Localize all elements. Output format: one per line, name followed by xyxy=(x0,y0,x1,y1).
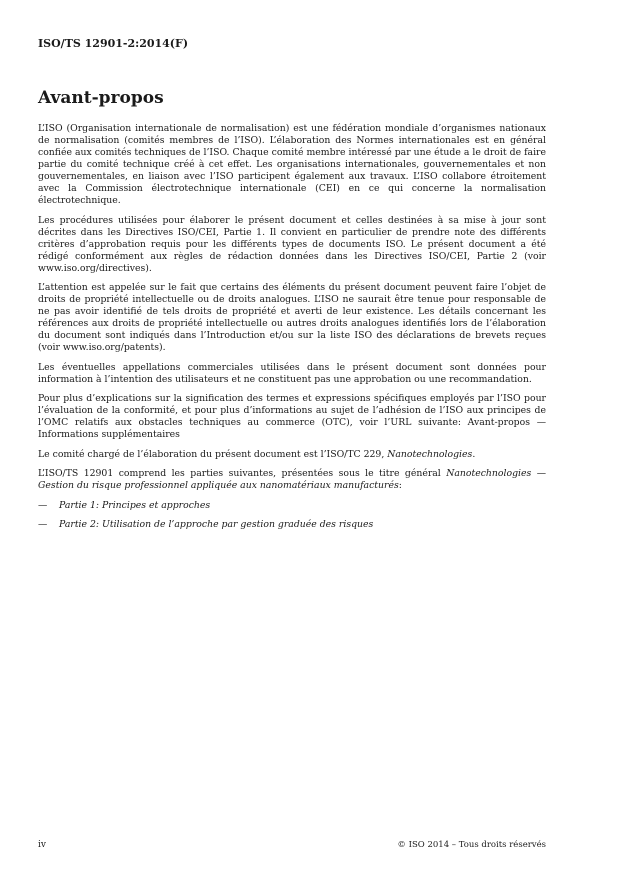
paragraph-trade-names: Les éventuelles appellations commerciales utilisées dans le présent document sont données pour information à l’intention des utilisateurs et ne constituent pas une approbation ou une recommandation. xyxy=(38,361,546,385)
list-dash: — xyxy=(38,519,48,530)
list-item xyxy=(38,500,546,512)
part-1-title: Partie 1: Principes et approches xyxy=(59,499,211,511)
parts-intro-text: L’ISO/TS 12901 comprend les parties suivantes, présentées sous le titre général xyxy=(38,468,447,479)
page-number: iv xyxy=(38,840,46,850)
foreword-body xyxy=(38,123,546,539)
paragraph-committee xyxy=(38,449,546,461)
committee-end: . xyxy=(472,448,476,460)
paragraph-parts-intro xyxy=(38,468,546,492)
page-title: Avant-propos xyxy=(38,88,164,108)
general-title: Nanotechnologies — Gestion du risque professionnel appliquée aux nanomatériaux manufacturés xyxy=(38,468,546,491)
copyright-notice: © ISO 2014 – Tous droits réservés xyxy=(397,840,546,850)
paragraph-conformity: Pour plus d’explications sur la signification des termes et expressions spécifiques employés par l’ISO pour l’évaluation de la conformité, et pour plus d’informations au sujet de l’adhésion de l’ISO aux principes de l’OMC relatifs aux obstacles techniques au commerce (OTC), voir l’URL suivante: Avant-propos — Informations supplémentaires xyxy=(38,393,546,440)
paragraph-patents: L’attention est appelée sur le fait que certains des éléments du présent document peuvent faire l’objet de droits de propriété intellectuelle ou de droits analogues. L’ISO ne saurait être tenue pour responsable de ne pas avoir identifié de tels droits de propriété et averti de leur existence. Les détails concernant les références aux droits de propriété intellectuelle ou autres droits analogues identifiés lors de l’élaboration du document sont indiqués dans l’Introduction et/ou sur la liste ISO des déclarations de brevets reçues (voir www.iso.org/patents). xyxy=(38,282,546,353)
document-id: ISO/TS 12901-2:2014(F) xyxy=(38,37,189,50)
paragraph-procedures: Les procédures utilisées pour élaborer le présent document et celles destinées à sa mise à jour sont décrites dans les Directives ISO/CEI, Partie 1. Il convient en particulier de prendre note des différents critères d’approbation requis pour les différents types de documents ISO. Le présent document a été rédigé conformément aux règles de rédaction données dans les Directives ISO/CEI, Partie 2 (voir www.iso.org/directives). xyxy=(38,214,546,274)
parts-intro-end: : xyxy=(398,480,402,491)
part-2-title: Partie 2: Utilisation de l’approche par gestion graduée des risques xyxy=(59,519,374,530)
committee-name: Nanotechnologies xyxy=(387,448,473,460)
list-item xyxy=(38,519,546,531)
committee-text: Le comité chargé de l’élaboration du présent document est l’ISO/TC 229, xyxy=(38,448,388,460)
list-dash: — xyxy=(38,499,48,511)
paragraph-iso-intro: L’ISO (Organisation internationale de normalisation) est une fédération mondiale d’organismes nationaux de normalisation (comités membres de l’ISO). L’élaboration des Normes internationales est en général confiée aux comités techniques de l’ISO. Chaque comité membre intéressé par une étude a le droit de faire partie du comité technique créé à cet effet. Les organisations internationales, gouvernementales et non gouvernementales, en liaison avec l’ISO participent également aux travaux. L’ISO collabore étroitement avec la Commission électrotechnique internationale (CEI) en ce qui concerne la normalisation électrotechnique. xyxy=(38,123,546,206)
